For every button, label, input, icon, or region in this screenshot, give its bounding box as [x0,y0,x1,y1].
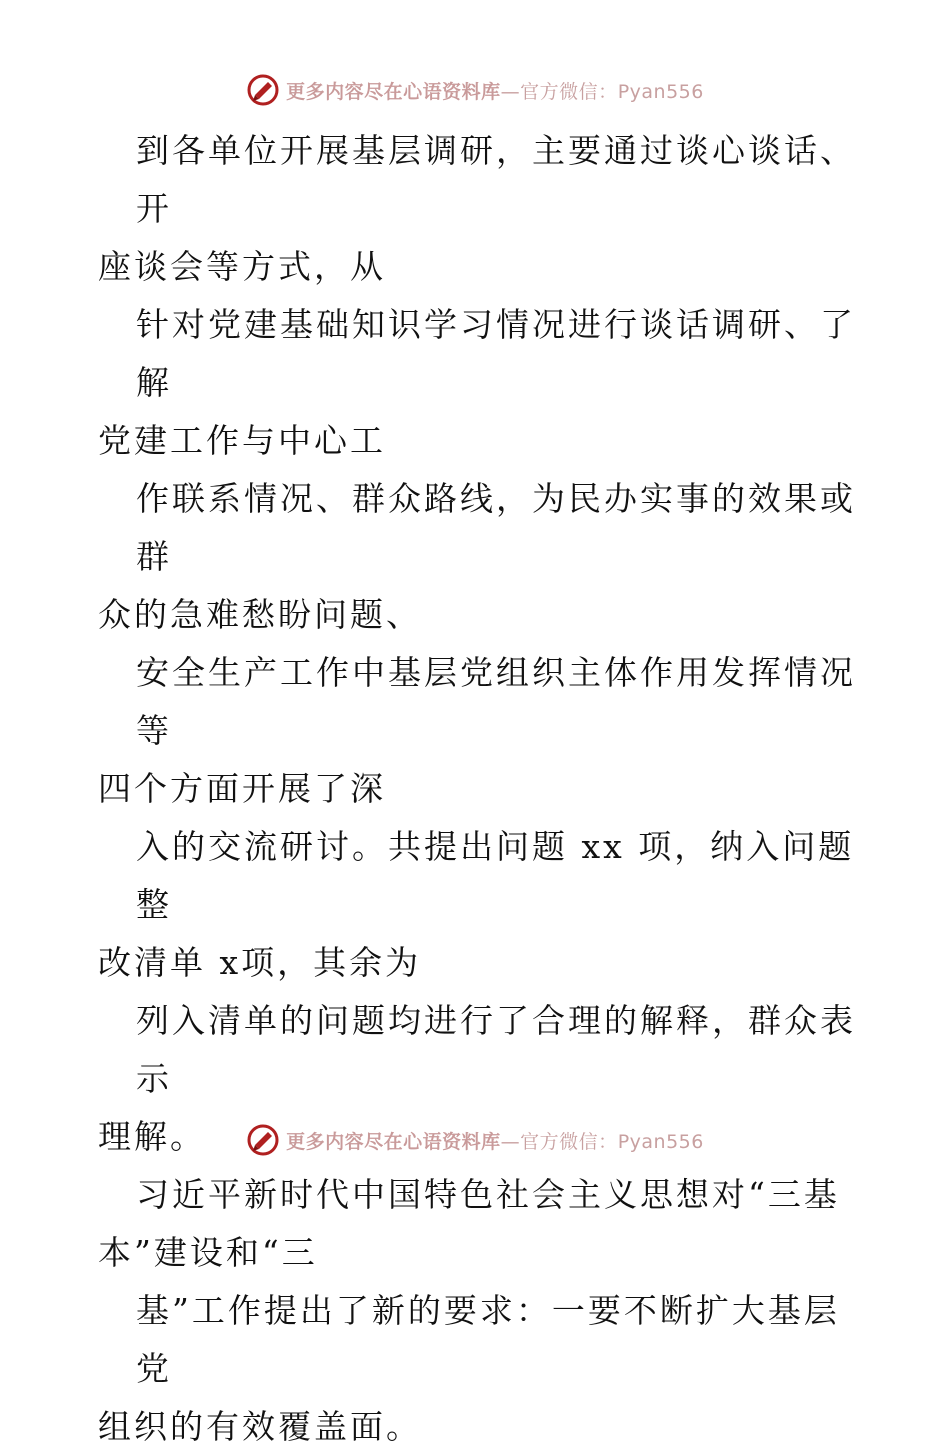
paragraph-line: 针对党建基础知识学习情况进行谈话调研、了解 [136,305,856,402]
header-banner-text [286,77,704,104]
paragraph-8 [98,1282,858,1456]
footer-wechat-id: Pyan556 [617,1130,704,1153]
paragraph-line: 列入清单的问题均进行了合理的解释，群众表示 [136,1001,856,1098]
paragraph-7 [98,1166,858,1282]
footer-wechat-label: 官方微信： [520,1130,618,1153]
pen-logo-icon [246,1123,280,1157]
paragraph-line: 习近平新时代中国特色社会主义思想对“三基 [136,1175,840,1214]
footer-banner [0,1120,950,1160]
pen-logo-icon [246,73,280,107]
header-banner [0,70,950,110]
footer-site-name: 更多内容尽在心语资料库 [286,1130,501,1153]
paragraph-4 [98,644,858,818]
paragraph-line: 安全生产工作中基层党组织主体作用发挥情况等 [136,653,856,750]
paragraph-3 [98,470,858,644]
paragraph-1 [98,122,858,296]
paragraph-line: 本”建设和“三 [98,1233,318,1272]
paragraph-line: 基”工作提出了新的要求：一要不断扩大基层党 [136,1291,840,1388]
paragraph-line: 党建工作与中心工 [98,421,386,460]
paragraph-line: 组织的有效覆盖面。 [98,1407,422,1446]
header-wechat-label: 官方微信： [520,80,618,103]
document-body [98,122,858,1456]
paragraph-line: 理解。 [98,1117,206,1156]
paragraph-line: 入的交流研讨。共提出问题 xx 项，纳入问题整 [136,827,855,924]
footer-separator: — [500,1130,521,1153]
paragraph-5 [98,818,858,992]
paragraph-line: 四个方面开展了深 [98,769,386,808]
paragraph-2 [98,296,858,470]
paragraph-line: 作联系情况、群众路线，为民办实事的效果或群 [136,479,856,576]
header-wechat-id: Pyan556 [617,80,704,103]
header-site-name: 更多内容尽在心语资料库 [286,80,501,103]
paragraph-line: 到各单位开展基层调研，主要通过谈心谈话、开 [136,131,856,228]
footer-banner-text [286,1127,704,1154]
header-separator: — [500,80,521,103]
paragraph-line: 改清单 x项，其余为 [98,943,422,982]
paragraph-line: 座谈会等方式，从 [98,247,386,286]
paragraph-line: 众的急难愁盼问题、 [98,595,422,634]
